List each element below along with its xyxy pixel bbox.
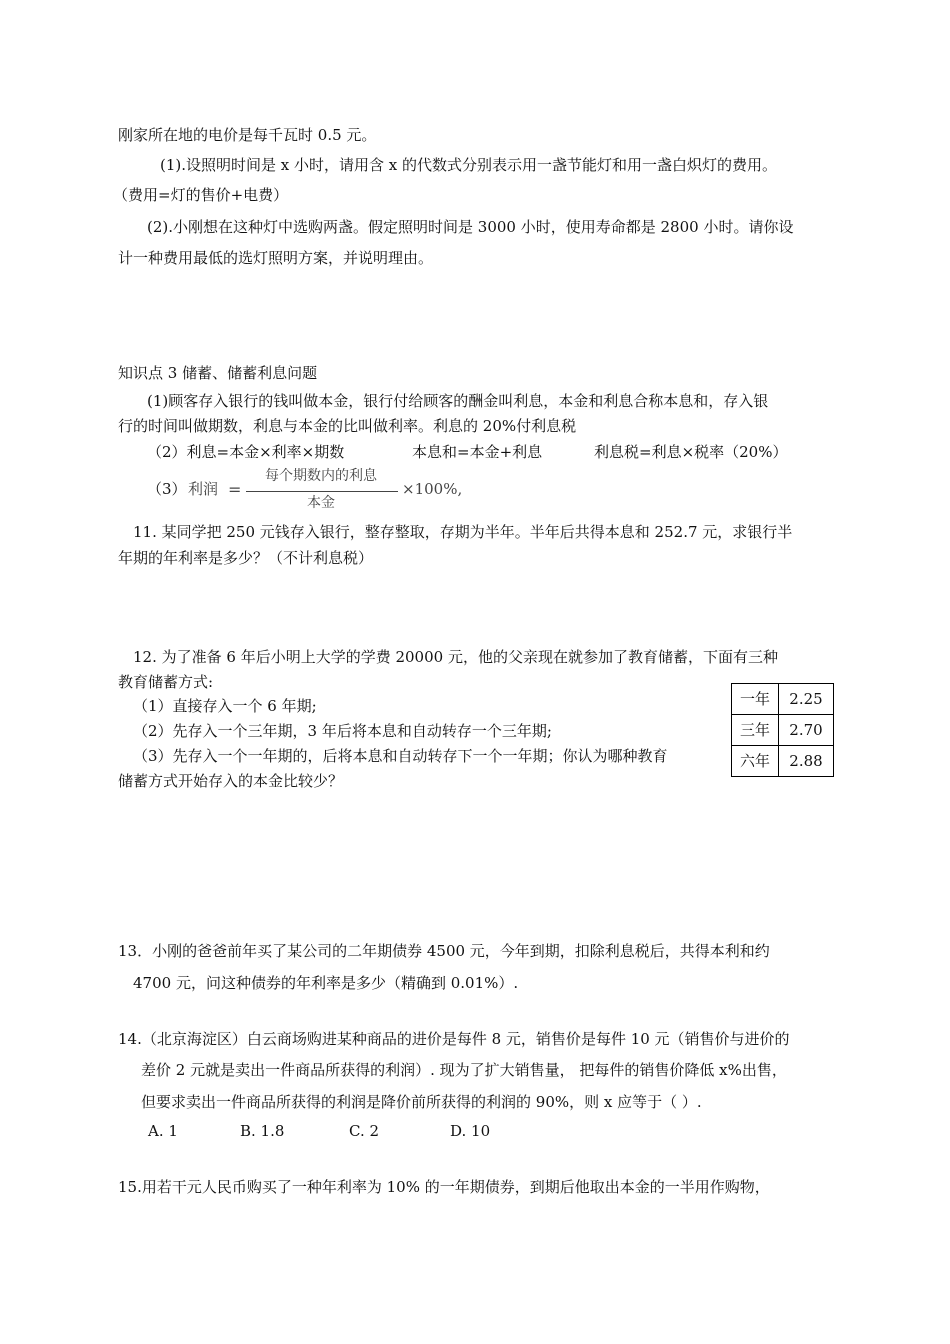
formula-label: 利润 [188, 480, 219, 498]
profit-formula [188, 469, 518, 519]
text-line: （2）利息=本金×利率×期数 [147, 443, 345, 461]
question-14: 14.（北京海淀区）白云商场购进某种商品的进价是每件 8 元，销售价是每件 10 元（销售价与进价的 [118, 1030, 790, 1048]
text-line: 本息和=本金+利息 [412, 443, 543, 461]
formula-equals: = [228, 480, 242, 499]
table-row [732, 684, 834, 715]
question-15: 15.用若干元人民币购买了一种年利率为 10% 的一年期债券，到期后他取出本金的一半用作购物， [118, 1178, 770, 1196]
option-a: A. 1 [148, 1122, 178, 1140]
text-line: 教育储蓄方式: [118, 673, 214, 691]
option-d: D. 10 [450, 1122, 491, 1140]
text-line: （3）先存入一个一年期的，后将本息和自动转存下一个一年期；你认为哪种教育 [133, 747, 668, 765]
text-line: (1)顾客存入银行的钱叫做本金，银行付给顾客的酬金叫利息，本金和利息合称本息和，存入银 [147, 392, 769, 410]
text-line: 4700 元，问这种债券的年利率是多少（精确到 0.01%）. [133, 974, 519, 992]
text-line: 差价 2 元就是卖出一件商品所获得的利润）. 现为了扩大销售量， 把每件的销售价降低 x%出售， [141, 1061, 787, 1079]
text-line: 年期的年利率是多少？（不计利息税） [118, 549, 374, 567]
table-cell-term: 六年 [732, 746, 779, 777]
section-title: 知识点 3 储蓄、储蓄利息问题 [118, 364, 318, 382]
text-line: 刚家所在地的电价是每千瓦时 0.5 元。 [118, 126, 377, 144]
option-b: B. 1.8 [240, 1122, 285, 1140]
text-line: 储蓄方式开始存入的本金比较少？ [118, 772, 344, 790]
text-line: （费用=灯的售价+电费） [113, 186, 289, 204]
question-11: 11. 某同学把 250 元钱存入银行，整存整取，存期为半年。半年后共得本息和 252.7 元，求银行半 [133, 523, 793, 541]
text-line: （1）直接存入一个 6 年期; [133, 697, 317, 715]
table-cell-term: 一年 [732, 684, 779, 715]
table-cell-rate: 2.70 [779, 715, 834, 746]
text-line: （2）先存入一个三年期，3 年后将本息和自动转存一个三年期; [133, 722, 552, 740]
text-line: (2).小刚想在这种灯中选购两盏。假定照明时间是 3000 小时，使用寿命都是 2800 小时。请你设 [147, 218, 794, 236]
fraction-bar [246, 491, 398, 492]
text-line: 行的时间叫做期数，利息与本金的比叫做利率。利息的 20%付利息税 [118, 417, 577, 435]
text-line: （3） [147, 480, 187, 498]
text-line: 但要求卖出一件商品所获得的利润是降价前所获得的利润的 90%，则 x 应等于（ ）. [141, 1093, 702, 1111]
formula-numerator: 每个期数内的利息 [265, 468, 377, 484]
question-12: 12. 为了准备 6 年后小明上大学的学费 20000 元，他的父亲现在就参加了教育储蓄，下面有三种 [133, 648, 778, 666]
table-row [732, 746, 834, 777]
text-line: 计一种费用最低的选灯照明方案，并说明理由。 [118, 249, 434, 267]
table-row [732, 715, 834, 746]
option-c: C. 2 [349, 1122, 380, 1140]
text-line: (1).设照明时间是 x 小时，请用含 x 的代数式分别表示用一盏节能灯和用一盏白炽灯的费用。 [160, 156, 778, 174]
text-line: 利息税=利息×税率（20%） [594, 443, 788, 461]
table-cell-rate: 2.88 [779, 746, 834, 777]
formula-denominator: 本金 [307, 495, 335, 511]
table-cell-rate: 2.25 [779, 684, 834, 715]
formula-tail: ×100%, [402, 480, 463, 498]
table-cell-term: 三年 [732, 715, 779, 746]
interest-rate-table [731, 683, 834, 777]
question-13: 13．小刚的爸爸前年买了某公司的二年期债券 4500 元，今年到期，扣除利息税后，共得本利和约 [118, 942, 770, 960]
